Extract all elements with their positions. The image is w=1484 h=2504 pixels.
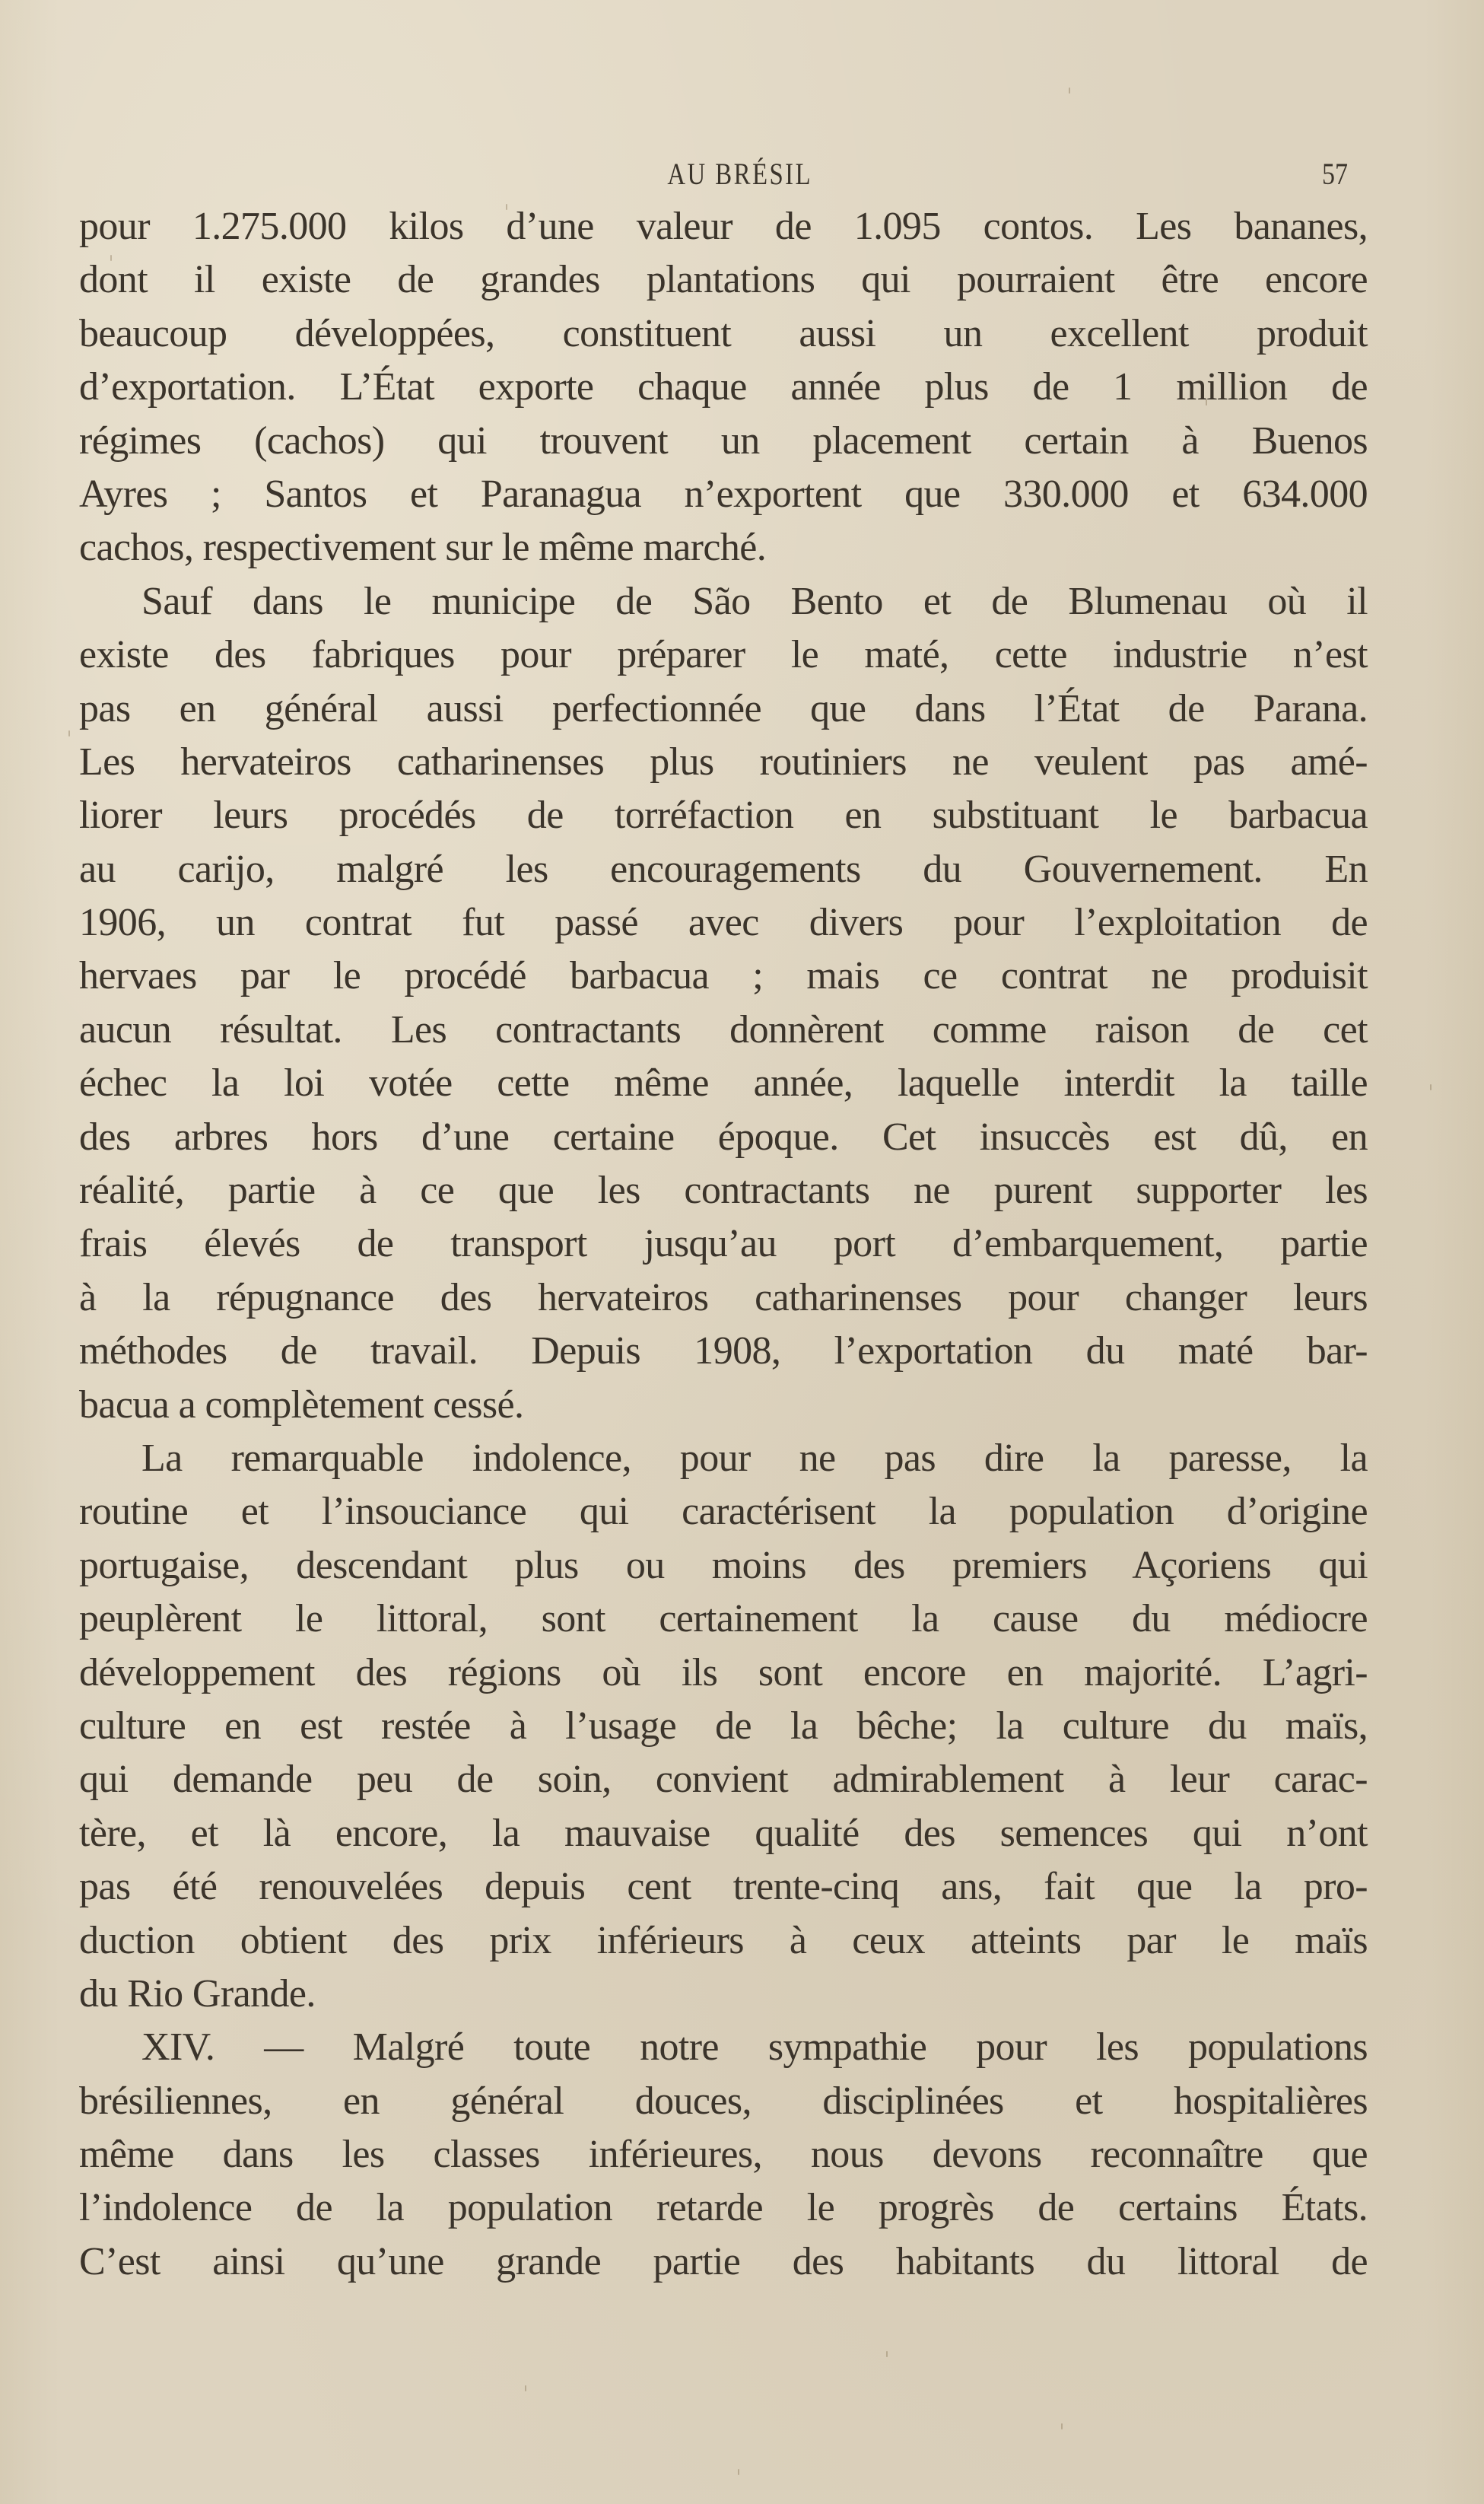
- running-head: [0, 156, 1484, 194]
- text-line: La remarquable indolence, pour ne pas dire la paresse, la: [141, 1436, 1368, 1480]
- text-line: routine et l’insouciance qui caractérisent la population d’origine: [79, 1490, 1368, 1534]
- text-line: pas en général aussi perfectionnée que dans l’État de Parana.: [79, 686, 1368, 730]
- paper-speck: [1206, 399, 1207, 406]
- paper-speck: [1069, 87, 1070, 94]
- page-number: 57: [1322, 157, 1348, 191]
- text-line: à la répugnance des hervateiros catharinenses pour changer leurs: [79, 1275, 1368, 1319]
- paper-speck: [1061, 2423, 1063, 2429]
- text-line: pour 1.275.000 kilos d’une valeur de 1.095 contos. Les bananes,: [79, 205, 1368, 248]
- text-line: peuplèrent le littoral, sont certainement la cause du médiocre: [79, 1597, 1368, 1641]
- text-line: régimes (cachos) qui trouvent un placement certain à Buenos: [79, 418, 1368, 463]
- text-line: même dans les classes inférieures, nous devons reconnaître que: [79, 2133, 1368, 2177]
- paper-speck: [886, 2351, 888, 2357]
- paper-speck: [506, 204, 507, 210]
- text-line: existe des fabriques pour préparer le maté, cette industrie n’est: [79, 633, 1368, 677]
- text-line: aucun résultat. Les contractants donnèrent comme raison de cet: [79, 1007, 1368, 1052]
- text-line: tère, et là encore, la mauvaise qualité des semences qui n’ont: [79, 1811, 1368, 1855]
- paper-speck: [1430, 1084, 1432, 1090]
- paper-speck: [738, 2469, 739, 2475]
- text-line: C’est ainsi qu’une grande partie des habitants du littoral de: [79, 2239, 1368, 2283]
- text-line: brésiliennes, en général douces, disciplinées et hospitalières: [79, 2079, 1368, 2123]
- running-title: AU BRÉSIL: [667, 157, 813, 191]
- text-line: duction obtient des prix inférieurs à ceux atteints par le maïs: [79, 1918, 1368, 1962]
- text-line: hervaes par le procédé barbacua ; mais ce contrat ne produisit: [79, 954, 1368, 998]
- text-line: du Rio Grande.: [79, 1971, 316, 2016]
- paper-speck: [110, 255, 112, 261]
- text-line: l’indolence de la population retarde le progrès de certains États.: [79, 2186, 1368, 2230]
- text-line: méthodes de travail. Depuis 1908, l’exportation du maté bar-: [79, 1329, 1368, 1373]
- text-line: liorer leurs procédés de torréfaction en substituant le barbacua: [79, 794, 1368, 838]
- text-line: portugaise, descendant plus ou moins des premiers Açoriens qui: [79, 1543, 1368, 1587]
- text-line: d’exportation. L’État exporte chaque année plus de 1 million de: [79, 365, 1368, 409]
- text-line: qui demande peu de soin, convient admirablement à leur carac-: [79, 1758, 1368, 1802]
- text-line: cachos, respectivement sur le même marché.: [79, 526, 767, 570]
- text-line: culture en est restée à l’usage de la bêche; la culture du maïs,: [79, 1704, 1368, 1748]
- text-line: frais élevés de transport jusqu’au port d’embarquement, partie: [79, 1222, 1368, 1266]
- text-line: dont il existe de grandes plantations qui pourraient être encore: [79, 258, 1368, 302]
- text-line: pas été renouvelées depuis cent trente-cinq ans, fait que la pro-: [79, 1865, 1368, 1909]
- text-line: échec la loi votée cette même année, laquelle interdit la taille: [79, 1061, 1368, 1106]
- text-line: développement des régions où ils sont encore en majorité. L’agri-: [79, 1650, 1368, 1694]
- paper-speck: [68, 730, 70, 737]
- text-line: Ayres ; Santos et Paranagua n’exportent que 330.000 et 634.000: [79, 472, 1368, 516]
- body-text: [79, 200, 1368, 2289]
- text-line: Les hervateiros catharinenses plus routiniers ne veulent pas amé-: [79, 740, 1368, 784]
- text-line: beaucoup développées, constituent aussi un excellent produit: [79, 311, 1368, 355]
- text-line: XIV. — Malgré toute notre sympathie pour les populations: [141, 2025, 1368, 2070]
- text-line: Sauf dans le municipe de São Bento et de Blumenau où il: [141, 579, 1368, 623]
- text-line: bacua a complètement cessé.: [79, 1382, 524, 1427]
- text-line: des arbres hors d’une certaine époque. Cet insuccès est dû, en: [79, 1115, 1368, 1159]
- text-line: réalité, partie à ce que les contractants ne purent supporter les: [79, 1169, 1368, 1213]
- text-line: au carijo, malgré les encouragements du Gouvernement. En: [79, 847, 1368, 891]
- paper-speck: [525, 2385, 526, 2391]
- text-line: 1906, un contrat fut passé avec divers pour l’exploitation de: [79, 901, 1368, 945]
